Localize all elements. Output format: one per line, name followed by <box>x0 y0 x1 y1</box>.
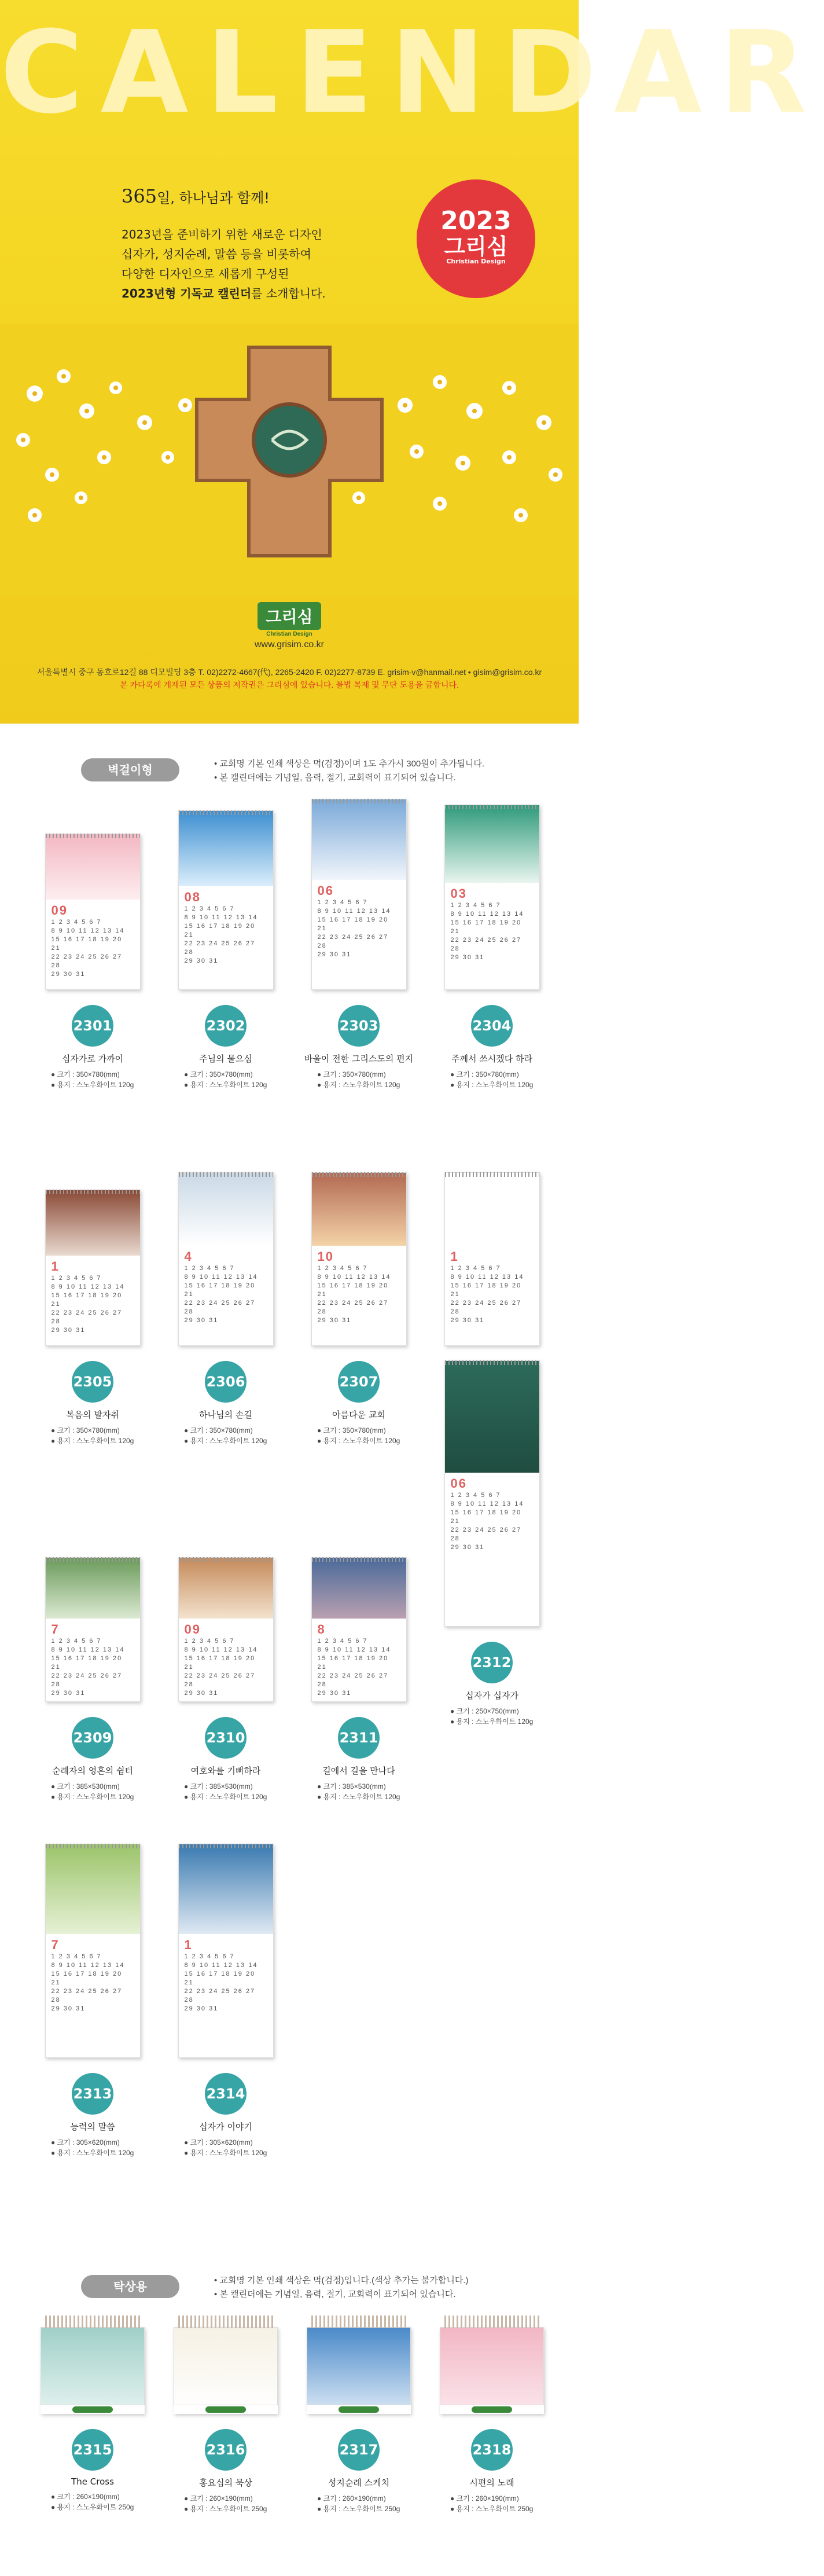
product-size: ● 크기 : 260×190(mm) <box>51 2493 120 2501</box>
calendar-grid <box>312 880 406 963</box>
brand-logo-strip <box>72 2406 113 2413</box>
desk-note-2: • 본 캘린더에는 기념일, 음력, 절기, 교회력이 표기되어 있습니다. <box>214 2289 456 2299</box>
calendar-dates: 1 2 3 4 5 6 7 8 9 10 11 12 13 14 15 16 17 18 19 20 21 22 23 24 25 26 27 28 29 30 31 <box>51 1953 125 2012</box>
product-card-2313[interactable] <box>35 1844 150 2158</box>
calendar-dates: 1 2 3 4 5 6 7 8 9 10 11 12 13 14 15 16 17 18 19 20 21 22 23 24 25 26 27 28 29 30 31 <box>317 899 391 958</box>
product-paper: ● 용지 : 스노우화이트 120g <box>317 1793 400 1801</box>
hanger-bar <box>179 1844 273 1848</box>
desk-calendar-face <box>307 2327 411 2414</box>
wall-note-1: • 교회명 기본 인쇄 색상은 먹(검정)이며 1도 추가시 300원이 추가됩니다. <box>214 759 485 769</box>
hanger-bar <box>179 810 273 815</box>
product-size: ● 크기 : 350×780(mm) <box>317 1426 386 1434</box>
calendar-dates: 1 2 3 4 5 6 7 8 9 10 11 12 13 14 15 16 17 18 19 20 21 22 23 24 25 26 27 28 29 30 31 <box>184 1953 258 2012</box>
product-code: 2309 <box>72 1717 113 1759</box>
contact-info <box>0 666 579 691</box>
calendar-month: 1 <box>184 1937 193 1952</box>
product-name: 순례자의 영혼의 쉼터 <box>52 1766 133 1776</box>
hanger-bar <box>445 1172 539 1177</box>
desk-calendar-base <box>174 2405 278 2414</box>
calendar-grid <box>179 886 273 969</box>
product-size: ● 크기 : 260×190(mm) <box>317 2494 386 2502</box>
calendar-month: 03 <box>450 886 467 901</box>
product-name: 십자가 십자가 <box>465 1690 518 1701</box>
product-code: 2314 <box>205 2073 247 2115</box>
calendar-grid <box>46 1256 140 1338</box>
calendar-grid <box>46 900 140 982</box>
product-size: ● 크기 : 385×530(mm) <box>317 1782 386 1790</box>
product-size: ● 크기 : 305×620(mm) <box>51 2138 120 2146</box>
calendar-thumbnail[interactable] <box>45 1557 141 1702</box>
cross-photo <box>0 324 579 596</box>
product-name: 아름다운 교회 <box>332 1410 385 1420</box>
hanger-bar <box>312 1172 406 1177</box>
product-name: 길에서 길을 만나다 <box>322 1766 395 1776</box>
product-name: 주님의 물으심 <box>199 1054 252 1064</box>
intro-number: 365 <box>122 185 157 207</box>
product-code: 2306 <box>205 1361 247 1403</box>
desk-calendar-thumbnail[interactable] <box>41 2316 145 2414</box>
calendar-thumbnail[interactable] <box>311 1172 407 1346</box>
product-name: 홍요십의 묵상 <box>199 2478 252 2488</box>
calendar-dates: 1 2 3 4 5 6 7 8 9 10 11 12 13 14 15 16 17 18 19 20 21 22 23 24 25 26 27 28 29 30 31 <box>51 1275 125 1334</box>
calendar-month: 06 <box>450 1476 467 1491</box>
product-card-2315[interactable] <box>35 2316 150 2512</box>
product-size: ● 크기 : 350×780(mm) <box>51 1070 120 1078</box>
calendar-grid <box>312 1619 406 1701</box>
desk-calendar-base <box>41 2405 145 2414</box>
calendar-month: 09 <box>51 903 68 918</box>
product-size: ● 크기 : 385×530(mm) <box>184 1782 253 1790</box>
product-paper: ● 용지 : 스노우화이트 120g <box>184 1793 267 1801</box>
product-card-2304[interactable] <box>434 805 550 1090</box>
calendar-month: 08 <box>184 890 201 904</box>
product-card-2309[interactable] <box>35 1557 150 1802</box>
calendar-image <box>445 1361 539 1473</box>
calendar-grid <box>445 1246 539 1329</box>
calendar-grid <box>179 1246 273 1329</box>
calendar-thumbnail[interactable] <box>178 1557 274 1702</box>
calendar-thumbnail[interactable] <box>444 1172 540 1346</box>
product-card-2310[interactable] <box>168 1557 284 1802</box>
product-code: 2301 <box>72 1005 113 1047</box>
product-paper: ● 용지 : 스노우화이트 120g <box>317 1437 400 1445</box>
product-paper: ● 용지 : 스노우화이트 120g <box>317 1081 400 1089</box>
calendar-grid <box>445 1473 539 1555</box>
product-card-2303[interactable] <box>301 799 417 1090</box>
calendar-grid <box>179 1619 273 1701</box>
brand-logo-area <box>0 602 579 650</box>
product-code: 2315 <box>72 2429 113 2471</box>
product-size: ● 크기 : 305×620(mm) <box>184 2138 253 2146</box>
product-code: 2313 <box>72 2073 113 2115</box>
calendar-dates: 1 2 3 4 5 6 7 8 9 10 11 12 13 14 15 16 17 18 19 20 21 22 23 24 25 26 27 28 29 30 31 <box>184 1265 258 1324</box>
product-size: ● 크기 : 260×190(mm) <box>450 2494 519 2502</box>
copyright-notice: 본 카다록에 게재된 모든 상품의 저작권은 그리심에 있습니다. 불법 복제 및 무단 도용을 금합니다. <box>120 680 459 689</box>
product-card-2314[interactable] <box>168 1844 284 2158</box>
product-card-2312[interactable] <box>434 1360 550 1727</box>
product-card-2305[interactable] <box>35 1190 150 1446</box>
calendar-image <box>46 1190 140 1256</box>
product-size: ● 크기 : 350×780(mm) <box>317 1070 386 1078</box>
desk-calendar-thumbnail[interactable] <box>440 2316 544 2414</box>
brand-logo: 그리심 <box>258 602 321 630</box>
calendar-image <box>445 1173 539 1246</box>
product-code: 2311 <box>338 1717 380 1759</box>
badge-sub: Christian Design <box>446 258 506 265</box>
calendar-grid <box>445 883 539 966</box>
product-card-2311[interactable] <box>301 1557 417 1802</box>
calendar-thumbnail[interactable] <box>178 1844 274 2058</box>
calendar-grid <box>179 1934 273 2017</box>
hanger-bar <box>179 1557 273 1562</box>
product-paper: ● 용지 : 스노우화이트 120g <box>51 1793 134 1801</box>
product-code: 2316 <box>205 2429 247 2471</box>
calendar-month: 09 <box>184 1622 201 1636</box>
product-code: 2310 <box>205 1717 247 1759</box>
product-name: 시편의 노래 <box>469 2478 514 2488</box>
year-badge <box>417 179 535 298</box>
calendar-thumbnail[interactable] <box>45 1844 141 2058</box>
hanger-bar <box>46 834 140 838</box>
product-card-2318[interactable] <box>434 2316 550 2514</box>
hanger-bar <box>312 1557 406 1562</box>
intro-line1: 일, 하나님과 함께! <box>157 190 270 206</box>
brand-logo-sub: Christian Design <box>266 631 312 637</box>
calendar-image <box>445 805 539 883</box>
spiral-binding <box>311 2316 406 2328</box>
calendar-image <box>179 811 273 886</box>
product-size: ● 크기 : 350×780(mm) <box>184 1070 253 1078</box>
product-name: 능력의 말씀 <box>70 2122 115 2132</box>
intro-text <box>122 185 399 303</box>
product-paper: ● 용지 : 스노우화이트 120g <box>184 1437 267 1445</box>
product-paper: ● 용지 : 스노우화이트 120g <box>450 1718 534 1726</box>
calendar-image <box>179 1844 273 1934</box>
wall-section <box>0 724 579 2258</box>
product-card-2316[interactable] <box>168 2316 284 2514</box>
hanger-bar <box>445 1360 539 1365</box>
spiral-binding <box>444 2316 539 2328</box>
calendar-thumbnail[interactable] <box>311 799 407 990</box>
address-line: 서울특별시 중구 동호로12길 88 디모빌딩 3층 T. 02)2272-4667(代), 2265-2420 F. 02)2277-8739 E. grisim-v@hanmail.net • gisim@grisim.co.kr <box>36 667 542 677</box>
calendar-thumbnail[interactable] <box>311 1557 407 1702</box>
calendar-dates: 1 2 3 4 5 6 7 8 9 10 11 12 13 14 15 16 17 18 19 20 21 22 23 24 25 26 27 28 29 30 31 <box>51 1638 125 1697</box>
calendar-dates: 1 2 3 4 5 6 7 8 9 10 11 12 13 14 15 16 17 18 19 20 21 22 23 24 25 26 27 28 29 30 31 <box>450 1492 524 1551</box>
calendar-dates: 1 2 3 4 5 6 7 8 9 10 11 12 13 14 15 16 17 18 19 20 21 22 23 24 25 26 27 28 29 30 31 <box>450 902 524 961</box>
brand-logo-strip <box>205 2406 246 2413</box>
calendar-image <box>312 1558 406 1619</box>
product-code: 2312 <box>471 1642 513 1683</box>
intro-line5-bold: 2023년형 기독교 캘린더 <box>122 287 252 300</box>
calendar-month: 4 <box>184 1249 193 1264</box>
calendar-dates: 1 2 3 4 5 6 7 8 9 10 11 12 13 14 15 16 17 18 19 20 21 22 23 24 25 26 27 28 29 30 31 <box>317 1638 391 1697</box>
product-size: ● 크기 : 385×530(mm) <box>51 1782 120 1790</box>
calendar-image <box>312 1173 406 1246</box>
product-size: ● 크기 : 350×780(mm) <box>450 1070 519 1078</box>
product-name: 복음의 발자취 <box>66 1410 119 1420</box>
calendar-image <box>179 1558 273 1619</box>
desk-calendar-face <box>174 2327 278 2414</box>
hanger-bar <box>445 805 539 809</box>
product-paper: ● 용지 : 스노우화이트 120g <box>51 1437 134 1445</box>
intro-line4: 다양한 디자인으로 새롭게 구성된 <box>122 267 289 281</box>
brand-url[interactable]: www.grisim.co.kr <box>254 640 324 649</box>
product-code: 2317 <box>338 2429 380 2471</box>
calendar-month: 1 <box>51 1259 60 1274</box>
wall-type-label: 벽걸이형 <box>81 758 179 781</box>
calendar-month: 1 <box>450 1249 459 1264</box>
calendar-dates: 1 2 3 4 5 6 7 8 9 10 11 12 13 14 15 16 17 18 19 20 21 22 23 24 25 26 27 28 29 30 31 <box>450 1265 524 1324</box>
product-size: ● 크기 : 350×780(mm) <box>184 1426 253 1434</box>
product-size: ● 크기 : 350×780(mm) <box>51 1426 120 1434</box>
intro-line2: 2023년을 준비하기 위한 새로운 디자인 <box>122 227 322 241</box>
product-paper: ● 용지 : 스노우화이트 120g <box>450 1081 534 1089</box>
desk-calendar-thumbnail[interactable] <box>307 2316 411 2414</box>
badge-year: 2023 <box>440 206 512 236</box>
calendar-dates: 1 2 3 4 5 6 7 8 9 10 11 12 13 14 15 16 17 18 19 20 21 22 23 24 25 26 27 28 29 30 31 <box>184 905 258 964</box>
product-paper: ● 용지 : 스노우화이트 250g <box>51 2503 134 2511</box>
spiral-binding <box>178 2316 273 2328</box>
desk-calendar-base <box>440 2405 544 2414</box>
wall-notes <box>214 757 484 785</box>
calendar-grid <box>46 1619 140 1701</box>
desk-calendar-thumbnail[interactable] <box>174 2316 278 2414</box>
hanger-bar <box>312 799 406 803</box>
desk-note-1: • 교회명 기본 인쇄 색상은 먹(검정)입니다.(색상 추가는 불가합니다.) <box>214 2276 469 2285</box>
calendar-thumbnail[interactable] <box>45 834 141 990</box>
page-title: CALENDAR <box>0 7 824 139</box>
calendar-dates: 1 2 3 4 5 6 7 8 9 10 11 12 13 14 15 16 17 18 19 20 21 22 23 24 25 26 27 28 29 30 31 <box>51 919 125 978</box>
product-size: ● 크기 : 260×190(mm) <box>184 2494 253 2502</box>
calendar-image <box>46 834 140 900</box>
calendar-month: 06 <box>317 883 334 898</box>
calendar-grid <box>46 1934 140 2017</box>
calendar-month: 8 <box>317 1622 326 1636</box>
calendar-dates: 1 2 3 4 5 6 7 8 9 10 11 12 13 14 15 16 17 18 19 20 21 22 23 24 25 26 27 28 29 30 31 <box>317 1265 391 1324</box>
product-name: 주께서 쓰시겠다 하라 <box>451 1054 532 1064</box>
desk-calendar-base <box>307 2405 411 2414</box>
hanger-bar <box>46 1557 140 1562</box>
product-code: 2302 <box>205 1005 247 1047</box>
product-card-2302[interactable] <box>168 810 284 1090</box>
product-name: 여호와를 기뻐하라 <box>190 1766 261 1776</box>
product-code: 2318 <box>471 2429 513 2471</box>
calendar-month: 7 <box>51 1622 60 1636</box>
product-paper: ● 용지 : 스노우화이트 120g <box>184 1081 267 1089</box>
calendar-thumbnail[interactable] <box>45 1190 141 1346</box>
product-paper: ● 용지 : 스노우화이트 250g <box>450 2505 534 2513</box>
hanger-bar <box>46 1190 140 1194</box>
calendar-image <box>312 799 406 880</box>
spiral-binding <box>45 2316 140 2328</box>
calendar-image <box>46 1844 140 1934</box>
desk-type-label: 탁상용 <box>81 2275 179 2298</box>
product-name: The Cross <box>71 2476 114 2487</box>
product-card-2307[interactable] <box>301 1172 417 1446</box>
product-name: 바울이 전한 그리스도의 편지 <box>304 1054 414 1064</box>
calendar-grid <box>312 1246 406 1329</box>
product-code: 2303 <box>338 1005 380 1047</box>
calendar-month: 10 <box>317 1249 334 1264</box>
product-name: 십자가로 가까이 <box>61 1054 124 1064</box>
product-paper: ● 용지 : 스노우화이트 120g <box>51 1081 134 1089</box>
product-paper: ● 용지 : 스노우화이트 250g <box>184 2505 267 2513</box>
calendar-month: 7 <box>51 1937 60 1952</box>
product-paper: ● 용지 : 스노우화이트 250g <box>317 2505 400 2513</box>
calendar-image <box>179 1173 273 1246</box>
product-paper: ● 용지 : 스노우화이트 120g <box>51 2149 134 2157</box>
desk-section <box>0 2258 579 2576</box>
calendar-thumbnail[interactable] <box>444 805 540 990</box>
calendar-thumbnail[interactable] <box>178 1172 274 1346</box>
product-name: 성지순례 스케치 <box>328 2478 390 2488</box>
product-card-2317[interactable] <box>301 2316 417 2514</box>
hero-banner <box>0 0 824 724</box>
brand-logo-strip <box>339 2406 379 2413</box>
calendar-dates: 1 2 3 4 5 6 7 8 9 10 11 12 13 14 15 16 17 18 19 20 21 22 23 24 25 26 27 28 29 30 31 <box>184 1638 258 1697</box>
intro-line3: 십자가, 성지순례, 말씀 등을 비롯하여 <box>122 247 311 261</box>
badge-brand: 그리심 <box>444 234 508 259</box>
product-paper: ● 용지 : 스노우화이트 120g <box>184 2149 267 2157</box>
desk-calendar-face <box>41 2327 145 2414</box>
desk-notes <box>214 2274 468 2302</box>
calendar-image <box>46 1558 140 1619</box>
product-name: 십자가 이야기 <box>199 2122 252 2132</box>
calendar-thumbnail[interactable] <box>178 810 274 990</box>
product-code: 2307 <box>338 1361 380 1403</box>
cross-flowers-image <box>0 324 579 596</box>
hanger-bar <box>46 1844 140 1848</box>
brand-logo-strip <box>472 2406 512 2413</box>
product-size: ● 크기 : 250×750(mm) <box>450 1707 519 1715</box>
product-code: 2305 <box>72 1361 113 1403</box>
product-code: 2304 <box>471 1005 513 1047</box>
product-name: 하나님의 손길 <box>199 1410 252 1420</box>
desk-calendar-face <box>440 2327 544 2414</box>
hanger-bar <box>179 1172 273 1177</box>
calendar-thumbnail[interactable] <box>444 1360 540 1627</box>
product-card-2306[interactable] <box>168 1172 284 1446</box>
product-card-2301[interactable] <box>35 834 150 1090</box>
wall-note-2: • 본 캘린더에는 기념일, 음력, 절기, 교회력이 표기되어 있습니다. <box>214 773 456 783</box>
intro-line5: 를 소개합니다. <box>251 287 326 300</box>
